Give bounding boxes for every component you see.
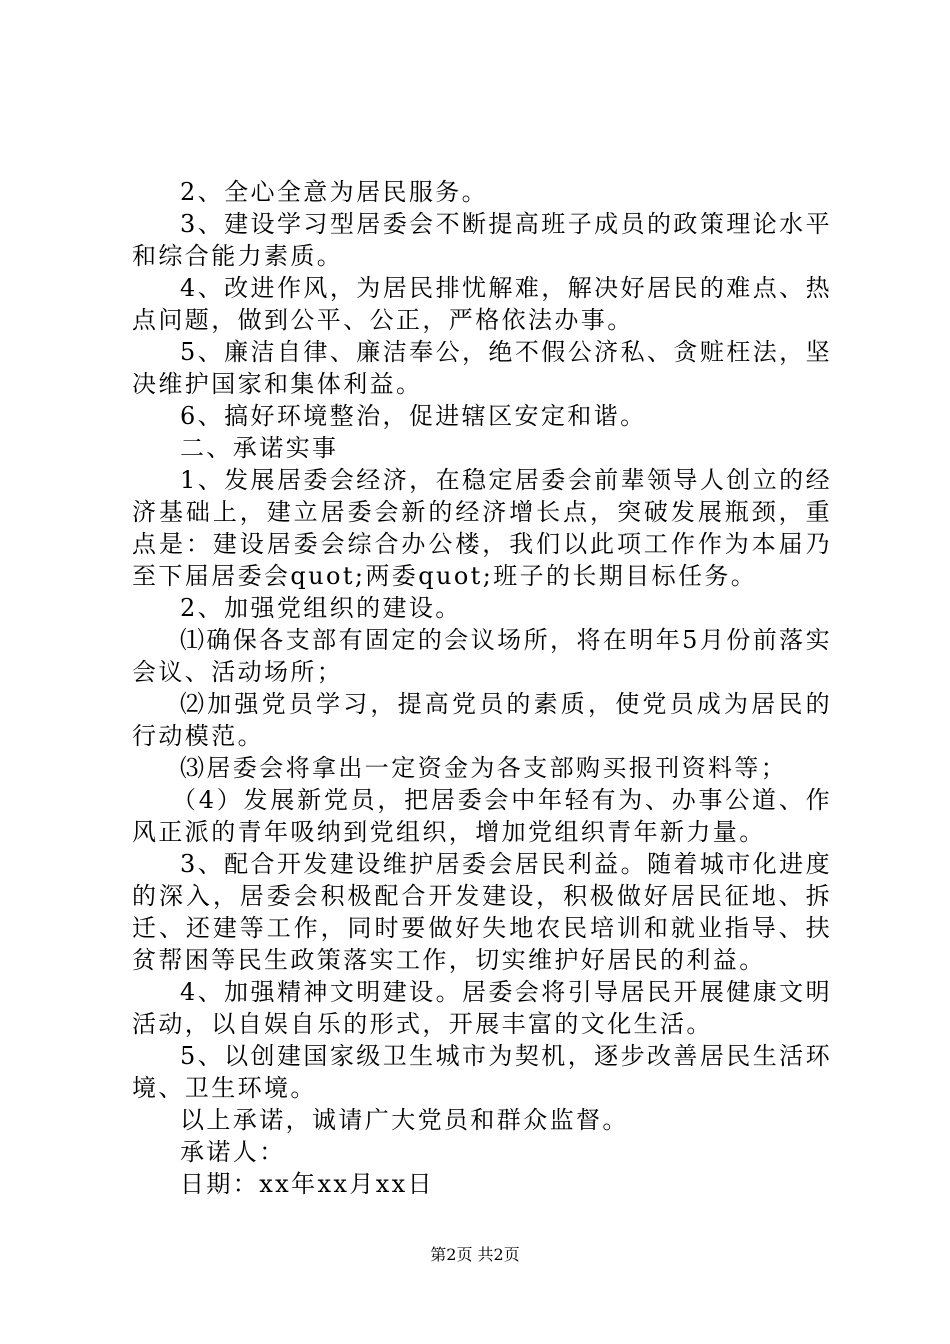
signatory-label: 承诺人： [180, 1138, 286, 1166]
paragraph-closing: 以上承诺，诚请广大党员和群众监督。 [180, 1106, 629, 1134]
paragraph-practical-2: 2、加强党组织的建设。 [180, 594, 462, 622]
section-heading-practical-matters: 二、承诺实事 [180, 434, 339, 462]
paragraph-commitment-2: 2、全心全意为居民服务。 [180, 178, 489, 206]
paragraph-commitment-4: 4、改进作风，为居民排忧解难，解决好居民的难点、热点问题，做到公平、公正，严格依法办事。 [132, 274, 832, 334]
paragraph-commitment-6: 6、搞好环境整治，促进辖区安定和谐。 [180, 402, 647, 430]
paragraph-practical-4: 4、加强精神文明建设。居委会将引导居民开展健康文明活动，以自娱自乐的形式，开展丰富的文化生活。 [132, 978, 832, 1038]
paragraph-subitem-1: ⑴确保各支部有固定的会议场所，将在明年5月份前落实会议、活动场所； [132, 626, 832, 686]
paragraph-commitment-3: 3、建设学习型居委会不断提高班子成员的政策理论水平和综合能力素质。 [132, 210, 832, 270]
date-line: 日期：xx年xx月xx日 [180, 1170, 435, 1198]
document-body [132, 176, 832, 1200]
paragraph-practical-3: 3、配合开发建设维护居委会居民利益。随着城市化进度的深入，居委会积极配合开发建设，积极做好居民征地、拆迁、还建等工作，同时要做好失地农民培训和就业指导、扶贫帮困等民生政策落实工作，切实维护好居民的利益。 [132, 850, 832, 974]
page-footer [0, 1245, 950, 1265]
paragraph-practical-1: 1、发展居委会经济，在稳定居委会前辈领导人创立的经济基础上，建立居委会新的经济增长点，突破发展瓶颈，重点是：建设居委会综合办公楼，我们以此项工作作为本届乃至下届居委会quot;两委quot;班子的长期目标任务。 [132, 466, 832, 590]
paragraph-commitment-5: 5、廉洁自律、廉洁奉公，绝不假公济私、贪赃枉法，坚决维护国家和集体利益。 [132, 338, 832, 398]
paragraph-subitem-4: （4）发展新党员，把居委会中年轻有为、办事公道、作风正派的青年吸纳到党组织，增加党组织青年新力量。 [132, 786, 832, 846]
paragraph-subitem-3: ⑶居委会将拿出一定资金为各支部购买报刊资料等； [180, 754, 788, 782]
page-number-label: 第2页 共2页 [430, 1245, 520, 1264]
paragraph-practical-5: 5、以创建国家级卫生城市为契机，逐步改善居民生活环境、卫生环境。 [132, 1042, 832, 1102]
paragraph-subitem-2: ⑵加强党员学习，提高党员的素质，使党员成为居民的行动模范。 [132, 690, 832, 750]
